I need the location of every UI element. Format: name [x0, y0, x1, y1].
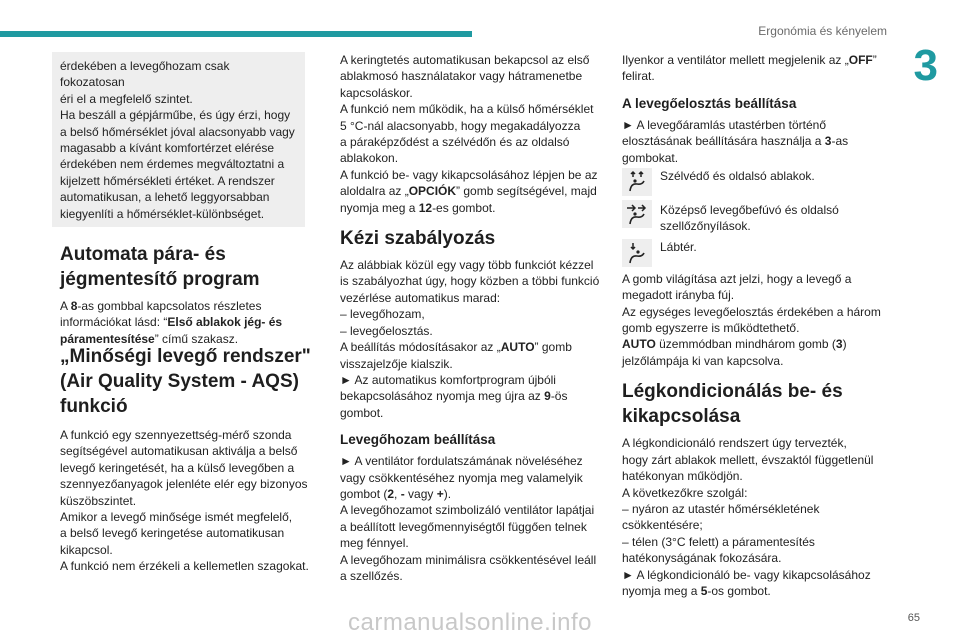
paragraph-airflow: ► A ventilátor fordulatszámának növeléséhez vagy csökkentéséhez nyomja meg valamelyik gombot (2, - vagy +). A levegőhozamot szimbolizáló ventilátor lapátjai a beállított levegőmennyiségtől függően telnek meg fénnyel. A levegőhozam minimálisra csökkentésével leáll a szellőzés. — [340, 454, 597, 583]
paragraph-off-label: Ilyenkor a ventilátor mellett megjelenik az „OFF” felirat. — [622, 53, 877, 84]
heading-auto-defrost: Automata pára- és jégmentesítő program — [60, 244, 260, 290]
note-text: érdekében a levegőhozam csak fokozatosan éri el a megfelelő szintet. Ha beszáll a gépjárműbe, és úgy érzi, hogy a belső hőmérséklet jóval alacsonyabb vagy magasabb a kívánt komfortérzet elérése érdekében nem érdemes megváltoztatni a kijelzett hőmérsékleti értéket. A rendszer automatikusan, a lehető leggyorsabban kiegyenlíti a hőmérséklet-különbséget. — [60, 59, 295, 221]
heading-airflow: Levegőhozam beállítása — [340, 432, 496, 448]
column-2 — [340, 52, 608, 584]
footwell-icon — [622, 239, 652, 267]
paragraph-recirculation: A keringtetés automatikusan bekapcsol az első ablakmosó használatakor vagy hátramenetbe kapcsoláskor. A funkció nem működik, ha a külső hőmérséklet 5 °C-nál alacsonyabb, hogy megakadályozza a páraképződést a szélvédőn és az oldalsó ablakokon. A funkció be- vagy kikapcsolásához lépjen be az aloldalra az „OPCIÓK” gomb segítségével, majd nyomja meg a 12-es gombot. — [340, 53, 598, 215]
section-aqs — [60, 344, 325, 575]
info-note-box — [52, 52, 305, 227]
paragraph-auto-defrost: A 8-as gombbal kapcsolatos részletes információkat lásd: “Első ablakok jég- és páramentesítése” című szakasz. — [60, 299, 283, 346]
column-3 — [622, 52, 892, 599]
distribution-option-central — [622, 200, 892, 235]
watermark: carmanualsonline.info — [348, 609, 592, 636]
section-auto-defrost — [60, 242, 320, 347]
header-accent-bar — [0, 31, 472, 37]
windscreen-airflow-icon — [622, 168, 652, 196]
paragraph-air-conditioning: A légkondicionáló rendszert úgy tervezték, hogy zárt ablakok mellett, évszaktól függetlenül hatékonyan működjön. A következőkre szolgál: – nyáron az utastér hőmérsékletének csökkentésére; – télen (3°C felett) a páramentesítés hatékonyságának fokozására. ► A légkondicionáló be- vagy kikapcsolásához nyomja meg a 5-os gombot. — [622, 436, 874, 598]
heading-air-distribution: A levegőelosztás beállítása — [622, 95, 797, 111]
heading-aqs: „Minőségi levegő rendszer" (Air Quality System - AQS) funkció — [60, 346, 311, 417]
page-header-title: Ergonómia és kényelem — [758, 24, 887, 38]
option-text-windscreen: Szélvédő és oldalsó ablakok. — [660, 169, 815, 184]
central-vents-icon — [622, 200, 652, 228]
distribution-option-windscreen — [622, 168, 892, 196]
paragraph-light-indicator: A gomb világítása azt jelzi, hogy a levegő a megadott irányba fúj. Az egységes levegőelosztás érdekében a három gomb egyszerre is működtethető. AUTO üzemmódban mindhárom gomb (3) jelzőlámpája ki van kapcsolva. — [622, 271, 881, 368]
option-text-footwell: Lábtér. — [660, 239, 697, 254]
paragraph-aqs: A funkció egy szennyezettség-mérő szonda segítségével automatikusan aktiválja a belső levegő keringetését, ha a külső levegőben a szennyezőanyagok jelenléte elér egy bizonyos küszöbszintet. Amikor a levegő minősége ismét megfelelő, a belső levegő keringetése automatikusan kikapcsol. A funkció nem érzékeli a kellemetlen szagokat. — [60, 428, 309, 574]
page-number: 65 — [907, 612, 920, 624]
chapter-number: 3 — [913, 41, 938, 90]
paragraph-manual-control: Az alábbiak közül egy vagy több funkciót kézzel is szabályozhat úgy, hogy közben a többi funkció vezérlése automatikus marad: – levegőhozam, – levegőelosztás. A beállítás módosításakor az „AUTO” gomb visszajelzője kialszik. ► Az automatikus komfortprogram újbóli bekapcsolásához nyomja meg újra az 9-ös gombot. — [340, 258, 600, 420]
heading-manual-control: Kézi szabályozás — [340, 228, 496, 250]
distribution-option-footwell — [622, 239, 892, 267]
option-text-central: Középső levegőbefúvó és oldalsó szellőzőnyílások. — [660, 203, 839, 234]
heading-air-conditioning: Légkondicionálás be- és kikapcsolása — [622, 381, 843, 428]
paragraph-air-distribution: ► A levegőáramlás utastérben történő elosztásának beállítására használja a 3-as gombokat. — [622, 117, 849, 165]
